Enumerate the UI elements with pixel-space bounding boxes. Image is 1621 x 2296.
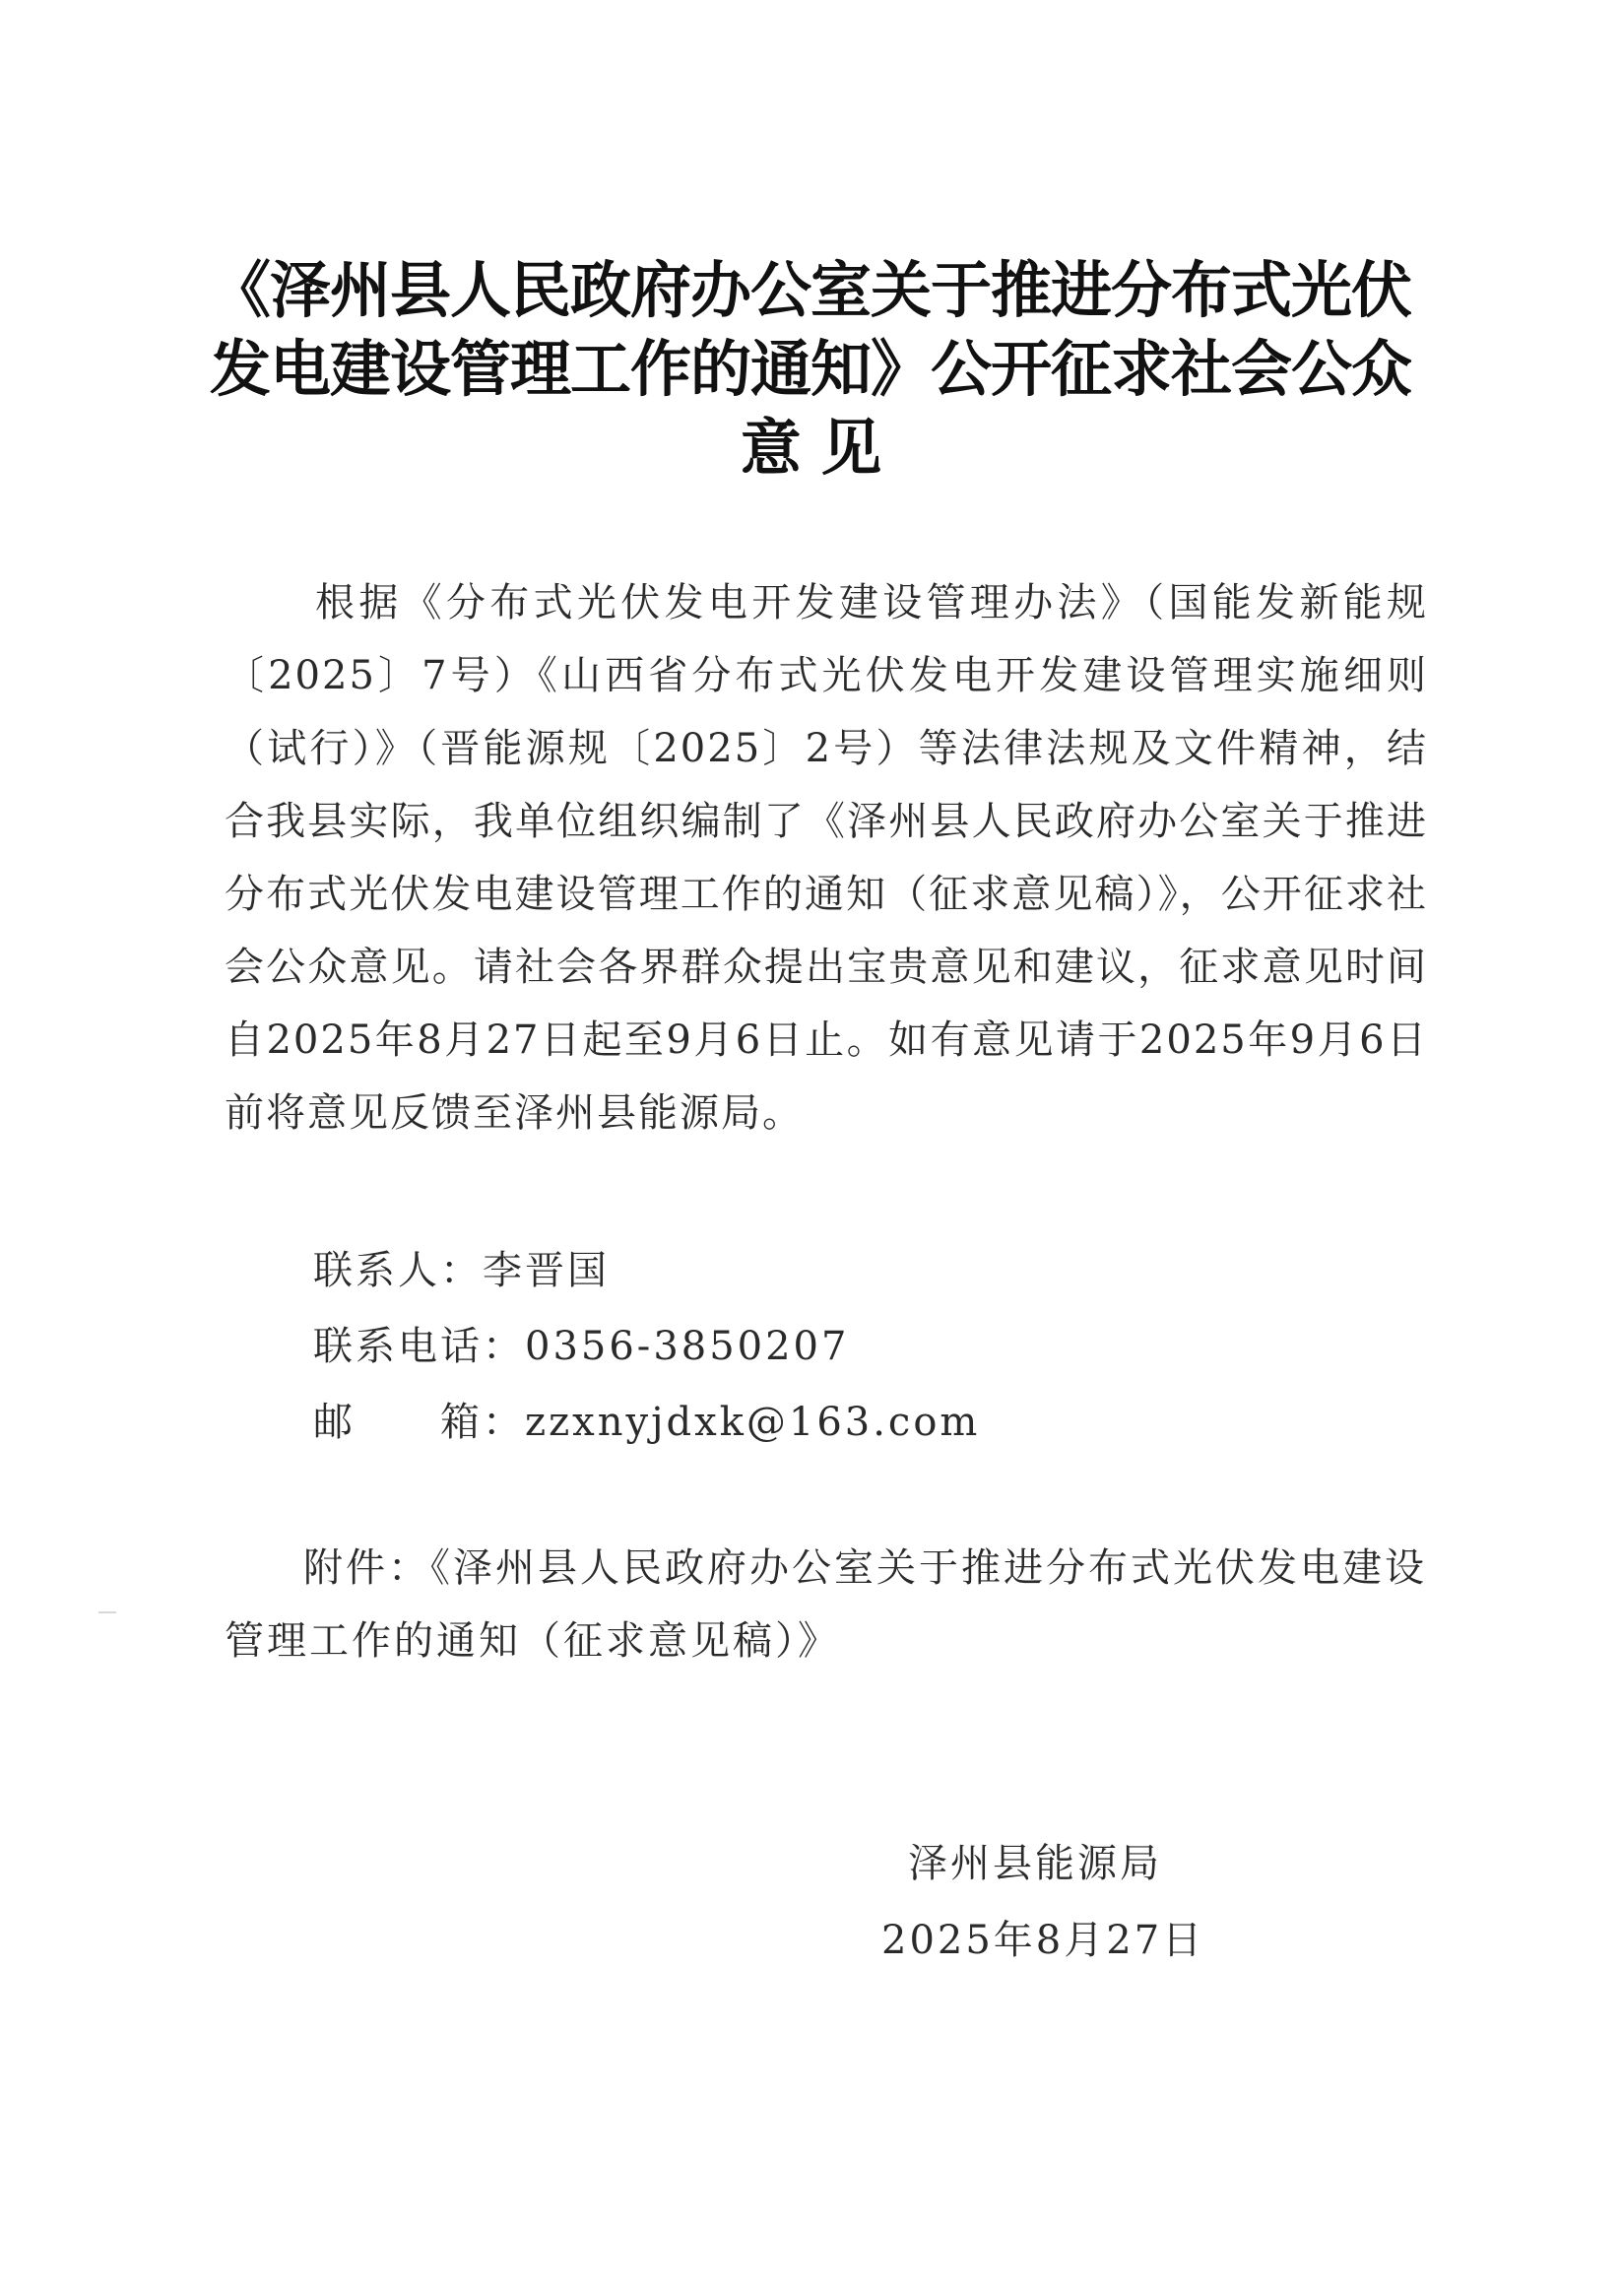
contact-phone (313, 1315, 849, 1371)
contact-person-value: 李晋国 (483, 1248, 610, 1293)
contact-phone-label: 联系电话： (313, 1324, 525, 1369)
issue-date: 2025年8月27日 (881, 1918, 1205, 1963)
title-line-3: 意 见 (740, 412, 881, 484)
issuer-name: 泽州县能源局 (908, 1841, 1162, 1886)
attachment-note: 附件：《泽州县人民政府办公室关于推进分布式光伏发电建设管理工作的通知（征求意见稿）》 (225, 1545, 1427, 1664)
contact-email (313, 1391, 980, 1447)
body-paragraph: 根据《分布式光伏发电开发建设管理办法》（国能发新能规〔2025〕7号）《山西省分布式光伏发电开发建设管理实施细则（试行）》（晋能源规〔2025〕2号）等法律法规及文件精神，结合我县实际，我单位组织编制了《泽州县人民政府办公室关于推进分布式光伏发电建设管理工作的通知（征求意见稿）》，公开征求社会公众意见。请社会各界群众提出宝贵意见和建议，征求意见时间自2025年8月27日起至9月6日止。如有意见请于2025年9月6日前将意见反馈至泽州县能源局。 (225, 580, 1428, 1136)
scan-artifact-mark (98, 1611, 116, 1613)
contact-person (313, 1239, 610, 1295)
title-line-1: 《泽州县人民政府办公室关于推进分布式光伏 (209, 254, 1411, 326)
contact-phone-value: 0356-3850207 (525, 1324, 850, 1369)
contact-email-value: zzxnyjdxk@163.com (525, 1400, 981, 1445)
document-title (197, 251, 1424, 488)
contact-person-label: 联系人： (313, 1248, 483, 1293)
contact-email-label: 邮 箱： (313, 1400, 525, 1445)
title-line-2: 发电建设管理工作的通知》公开征求社会公众 (209, 333, 1411, 405)
